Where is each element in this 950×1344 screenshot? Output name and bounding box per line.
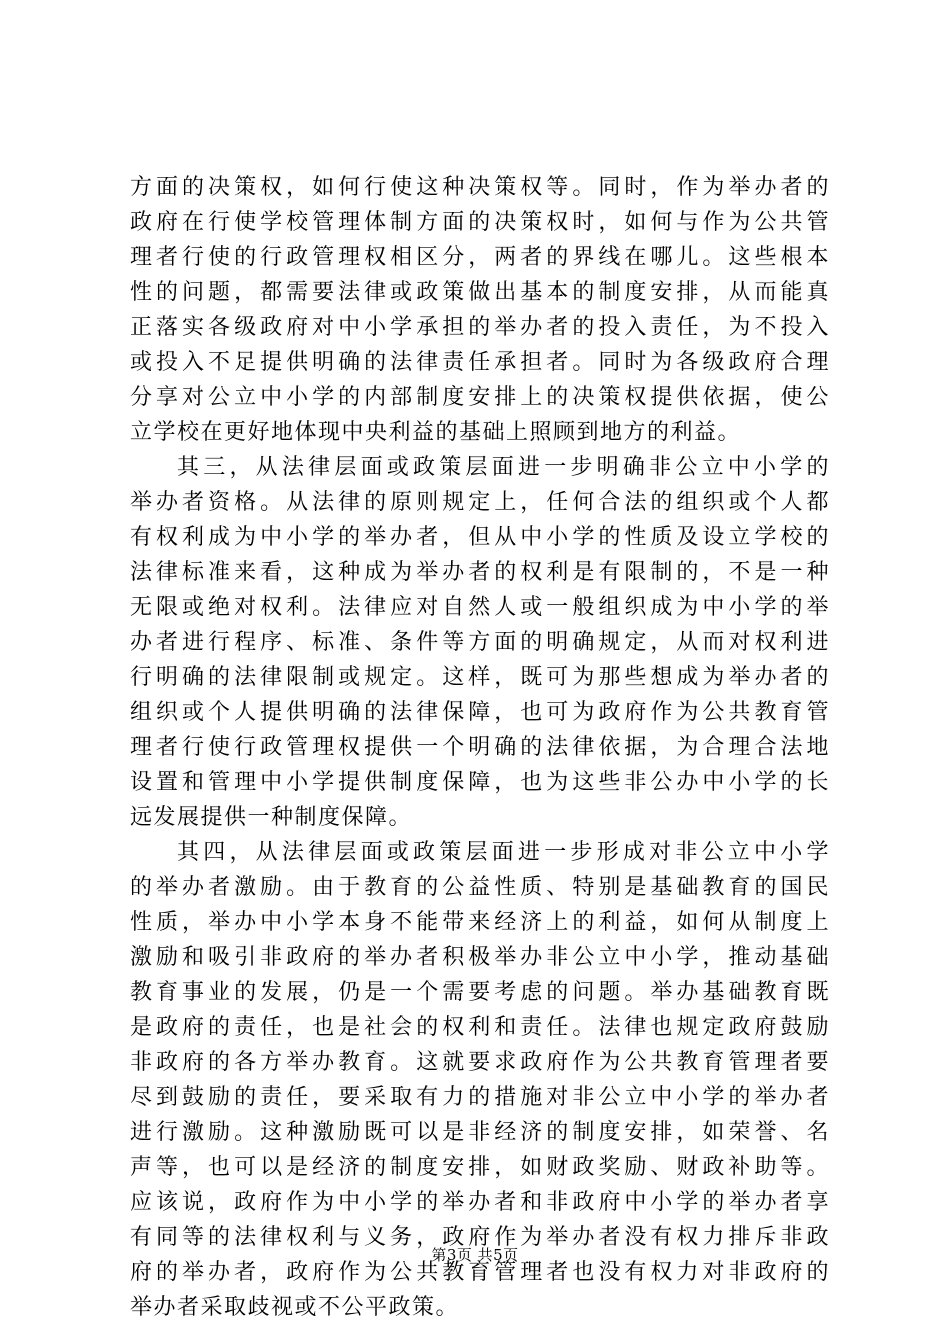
text-line: 其四，从法律层面或政策层面进一步形成对非公立中小学: [177, 840, 830, 865]
text-line: 分享对公立中小学的内部制度安排上的决策权提供依据，使公: [130, 385, 830, 410]
text-line: 尽到鼓励的责任，要采取有力的措施对非公立中小学的举办者: [130, 1085, 830, 1110]
document-body: [130, 170, 830, 1325]
text-line: 性质，举办中小学本身不能带来经济上的利益，如何从制度上: [130, 910, 830, 935]
text-line: 有同等的法律权利与义务，政府作为举办者没有权力排斥非政: [130, 1225, 830, 1250]
text-line: 应该说，政府作为中小学的举办者和非政府中小学的举办者享: [130, 1190, 830, 1215]
text-line: 理者行使的行政管理权相区分，两者的界线在哪儿。这些根本: [130, 245, 830, 270]
text-line: 组织或个人提供明确的法律保障，也可为政府作为公共教育管: [130, 700, 830, 725]
text-line: 政府在行使学校管理体制方面的决策权时，如何与作为公共管: [130, 210, 830, 235]
text-line: 性的问题，都需要法律或政策做出基本的制度安排，从而能真: [130, 280, 830, 305]
text-line: 的举办者激励。由于教育的公益性质、特别是基础教育的国民: [130, 875, 830, 900]
page-footer: 第3页 共5页: [431, 1246, 519, 1264]
text-line: 远发展提供一种制度保障。: [130, 805, 413, 830]
text-line: 立学校在更好地体现中央利益的基础上照顾到地方的利益。: [130, 420, 742, 445]
text-line: 府的举办者，政府作为公共教育管理者也没有权力对非政府的: [130, 1260, 830, 1285]
text-line: 正落实各级政府对中小学承担的举办者的投入责任，为不投入: [130, 315, 830, 340]
text-line: 法律标准来看，这种成为举办者的权利是有限制的，不是一种: [130, 560, 830, 585]
text-line: 进行激励。这种激励既可以是非经济的制度安排，如荣誉、名: [130, 1120, 830, 1145]
text-line: 办者进行程序、标准、条件等方面的明确规定，从而对权利进: [130, 630, 830, 655]
text-line: 非政府的各方举办教育。这就要求政府作为公共教育管理者要: [130, 1050, 830, 1075]
text-line: 其三，从法律层面或政策层面进一步明确非公立中小学的: [177, 455, 830, 480]
text-line: 设置和管理中小学提供制度保障，也为这些非公办中小学的长: [130, 770, 830, 795]
text-line: 是政府的责任，也是社会的权利和责任。法律也规定政府鼓励: [130, 1015, 830, 1040]
text-line: 举办者采取歧视或不公平政策。: [130, 1295, 460, 1320]
text-line: 或投入不足提供明确的法律责任承担者。同时为各级政府合理: [130, 350, 830, 375]
text-line: 理者行使行政管理权提供一个明确的法律依据，为合理合法地: [130, 735, 830, 760]
text-line: 方面的决策权，如何行使这种决策权等。同时，作为举办者的: [130, 175, 830, 200]
text-line: 声等，也可以是经济的制度安排，如财政奖励、财政补助等。: [130, 1155, 830, 1180]
text-line: 教育事业的发展，仍是一个需要考虑的问题。举办基础教育既: [130, 980, 830, 1005]
text-line: 激励和吸引非政府的举办者积极举办非公立中小学，推动基础: [130, 945, 830, 970]
text-line: 行明确的法律限制或规定。这样，既可为那些想成为举办者的: [130, 665, 830, 690]
text-line: 有权利成为中小学的举办者，但从中小学的性质及设立学校的: [130, 525, 830, 550]
text-line: 无限或绝对权利。法律应对自然人或一般组织成为中小学的举: [130, 595, 830, 620]
text-line: 举办者资格。从法律的原则规定上，任何合法的组织或个人都: [130, 490, 830, 515]
paragraph-1: [130, 170, 830, 450]
paragraph-2: [130, 450, 830, 835]
